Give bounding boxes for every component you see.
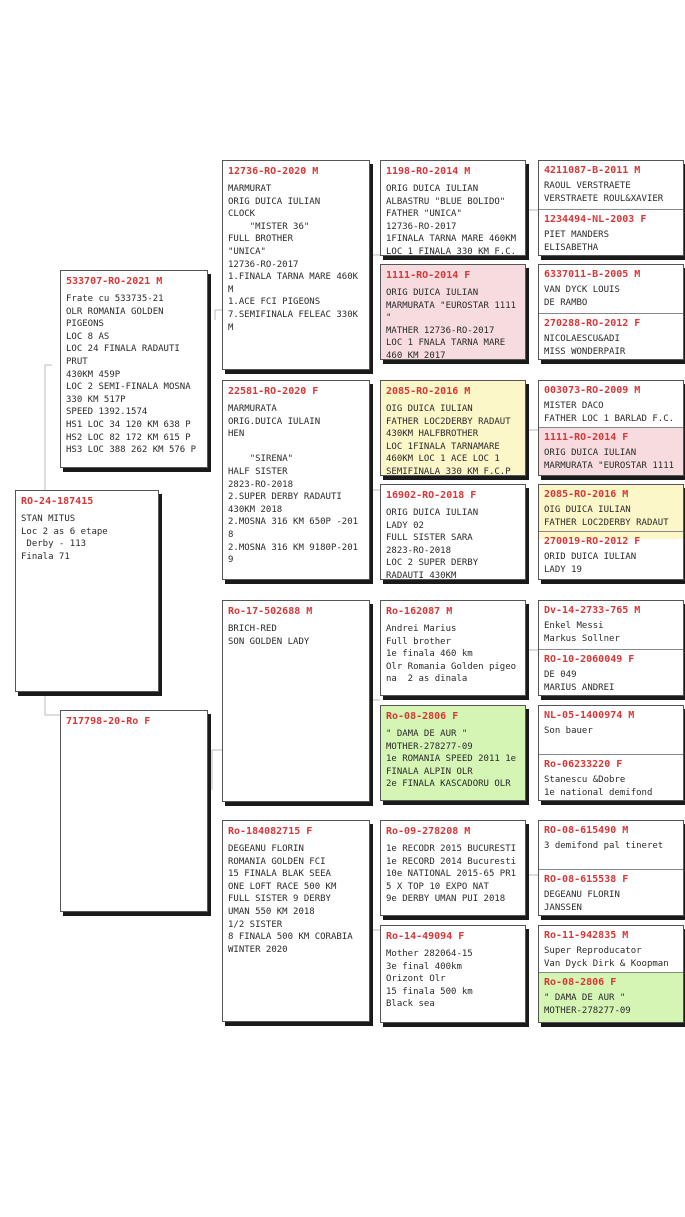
gen3-details: Andrei Marius Full brother 1e finala 460 km Olr Romania Golden pigeo na 2 as dinala [386,624,517,685]
subject-card[interactable] [15,490,159,692]
gen4-entry[interactable] [539,313,683,360]
gen3-card-4[interactable] [380,484,526,580]
gen3-card-5[interactable] [380,600,526,696]
gen4-details: DE 049 MARIUS ANDREI [544,670,615,693]
gen4-box-1 [538,160,684,256]
dam-dam-ring-number: Ro-184082715 F [228,826,313,837]
gen4-ring-number: RO-10-2060049 F [544,654,635,665]
gen4-entry[interactable] [539,209,683,256]
gen4-entry[interactable] [539,754,683,801]
gen4-ring-number: Ro-06233220 F [544,759,623,770]
gen4-ring-number: Ro-11-942835 M [544,930,629,941]
gen4-entry[interactable] [539,869,683,916]
gen3-details: ORIG DUICA IULIAN ALBASTRU "BLUE BOLIDO" FATHER "UNICA" 12736-RO-2017 1FINALA TARNA MARE 460KM LOC 1 FINALA 330 KM F.C. [386,184,517,256]
gen3-ring-number: 16902-RO-2018 F [386,490,477,501]
gen4-ring-number: 4211087-B-2011 M [544,165,641,176]
gen4-details: NICOLAESCU&ADI MISS WONDERPAIR [544,334,626,357]
dam-dam-card[interactable] [222,820,370,1022]
gen3-card-2[interactable] [380,264,526,360]
gen3-card-3[interactable] [380,380,526,476]
gen3-card-1[interactable] [380,160,526,256]
gen3-ring-number: Ro-162087 M [386,606,453,617]
gen4-box-2 [538,264,684,360]
gen4-details: 3 demifond pal tineret [544,841,664,851]
gen3-ring-number: Ro-14-49094 F [386,931,465,942]
sire-sire-card[interactable] [222,160,370,370]
sire-dam-card[interactable] [222,380,370,580]
gen4-box-3 [538,380,684,476]
gen4-box-8 [538,925,684,1023]
gen4-box-6 [538,705,684,801]
sire-sire-details: MARMURAT ORIG DUICA IULIAN CLOCK "MISTER 36" FULL BROTHER "UNICA" 12736-RO-2017 1.FINALA TARNA MARE 460K M 1.ACE FCI PIGEONS 7.SEMIFINALA FELEAC 330K M [228,184,359,333]
gen4-details: Super Reproducator Van Dyck Dirk & Koopman [544,946,669,969]
sire-details: Frate cu 533735-21 OLR ROMANIA GOLDEN PIGEONS LOC 8 AS LOC 24 FINALA RADAUTI PRUT 430KM 459P LOC 2 SEMI-FINALA MOSNA 330 KM 517P SPEED 1392.1574 HS1 LOC 34 120 KM 638 P HS2 LOC 82 172 KM 615 P HS3 LOC 388 262 KM 576 P [66,294,197,456]
gen4-ring-number: 1111-RO-2014 F [544,432,629,443]
dam-dam-details: DEGEANU FLORIN ROMANIA GOLDEN FCI 15 FINALA BLAK SEEA ONE LOFT RACE 500 KM FULL SISTER 9 DERBY UMAN 550 KM 2018 1/2 SISTER 8 FINALA 500 KM CORABIA WINTER 2020 [228,844,353,955]
gen4-details: ORIG DUICA IULIAN MARMURATA "EUROSTAR 1111 [544,448,675,471]
sire-dam-details: MARMURATA ORIG.DUICA IULAIN HEN "SIRENA" HALF SISTER 2823-RO-2018 2.SUPER DERBY RADAUTI 430KM 2018 2.MOSNA 316 KM 650P -201 8 2.MOSNA 316 KM 9180P-201 9 [228,404,359,566]
gen3-details: ORIG DUICA IULIAN MARMURATA "EUROSTAR 1111 " MATHER 12736-RO-2017 LOC 1 FNALA TARNA MARE 460 KM 2017 [386,288,517,360]
gen4-ring-number: 1234494-NL-2003 F [544,214,647,225]
gen4-entry[interactable] [539,972,683,1023]
gen4-box-7 [538,820,684,916]
gen3-details: 1e RECODR 2015 BUCURESTI 1e RECORD 2014 Bucuresti 10e NATIONAL 2015-65 PR1 5 X TOP 10 EXPO NAT 9e DERBY UMAN PUI 2018 [386,844,517,905]
gen4-entry[interactable] [539,531,683,580]
gen4-details: Stanescu &Dobre 1e national demifond [544,775,653,798]
gen4-details: DEGEANU FLORIN JANSSEN [544,890,620,913]
subject-details: STAN MITUS Loc 2 as 6 etape Derby - 113 Finala 71 [21,514,108,562]
dam-sire-details: BRICH-RED SON GOLDEN LADY [228,624,310,647]
gen4-ring-number: 270019-RO-2012 F [544,536,641,547]
sire-ring-number: 533707-RO-2021 M [66,276,163,287]
sire-card[interactable] [60,270,208,468]
gen4-ring-number: RO-08-615490 M [544,825,629,836]
gen4-details: " DAMA DE AUR " MOTHER-278277-09 [544,993,631,1016]
gen3-ring-number: 1198-RO-2014 M [386,166,471,177]
gen4-details: Enkel Messi Markus Sollner [544,621,620,644]
gen4-ring-number: NL-05-1400974 M [544,710,635,721]
gen3-card-8[interactable] [380,925,526,1023]
dam-sire-card[interactable] [222,600,370,802]
gen4-ring-number: Dv-14-2733-765 M [544,605,641,616]
gen3-card-7[interactable] [380,820,526,916]
gen4-ring-number: 270288-RO-2012 F [544,318,641,329]
gen4-box-5 [538,600,684,696]
gen4-details: PIET MANDERS ELISABETHA [544,230,610,253]
gen3-details: ORIG DUICA IULIAN LADY 02 FULL SISTER SARA 2823-RO-2018 LOC 2 SUPER DERBY RADAUTI 430KM [386,508,479,580]
sire-sire-ring-number: 12736-RO-2020 M [228,166,319,177]
gen4-entry[interactable] [539,427,683,476]
gen3-ring-number: Ro-09-278208 M [386,826,471,837]
gen4-details: VAN DYCK LOUIS DE RAMBO [544,285,620,308]
dam-card[interactable] [60,710,208,912]
gen3-ring-number: 2085-RO-2016 M [386,386,471,397]
gen4-details: MISTER DACO FATHER LOC 1 BARLAD F.C. [544,401,675,424]
gen4-entry[interactable] [539,649,683,696]
gen3-card-6[interactable] [380,705,526,801]
gen3-ring-number: Ro-08-2806 F [386,711,459,722]
gen3-details: OIG DUICA IULIAN FATHER LOC2DERBY RADAUT 430KM HALFBROTHER LOC 1FINALA TARNAMARE 460KM LOC 1 ACE LOC 1 SEMIFINALA 330 KM F.C.P [386,404,511,476]
gen4-details: RAOUL VERSTRAETE VERSTRAETE ROUL&XAVIER [544,181,664,204]
gen4-details: ORID DUICA IULIAN LADY 19 [544,552,637,575]
gen3-ring-number: 1111-RO-2014 F [386,270,471,281]
gen4-ring-number: Ro-08-2806 F [544,977,617,988]
gen4-ring-number: 003073-RO-2009 M [544,385,641,396]
gen4-details: Son bauer [544,726,593,736]
gen4-details: OIG DUICA IULIAN FATHER LOC2DERBY RADAUT [544,505,669,528]
dam-ring-number: 717798-20-Ro F [66,716,151,727]
dam-sire-ring-number: Ro-17-502688 M [228,606,313,617]
sire-dam-ring-number: 22581-RO-2020 F [228,386,319,397]
gen4-ring-number: RO-08-615538 F [544,874,629,885]
subject-ring-number: RO-24-187415 [21,496,94,507]
gen4-ring-number: 6337011-B-2005 M [544,269,641,280]
gen3-details: Mother 282064-15 3e final 400km Orizont Olr 15 finala 500 km Black sea [386,949,473,1010]
gen4-box-4 [538,484,684,580]
gen3-details: " DAMA DE AUR " MOTHER-278277-09 1e ROMANIA SPEED 2011 1e FINALA ALPIN OLR 2e FINALA KASCADORU OLR [386,729,517,790]
gen4-ring-number: 2085-RO-2016 M [544,489,629,500]
